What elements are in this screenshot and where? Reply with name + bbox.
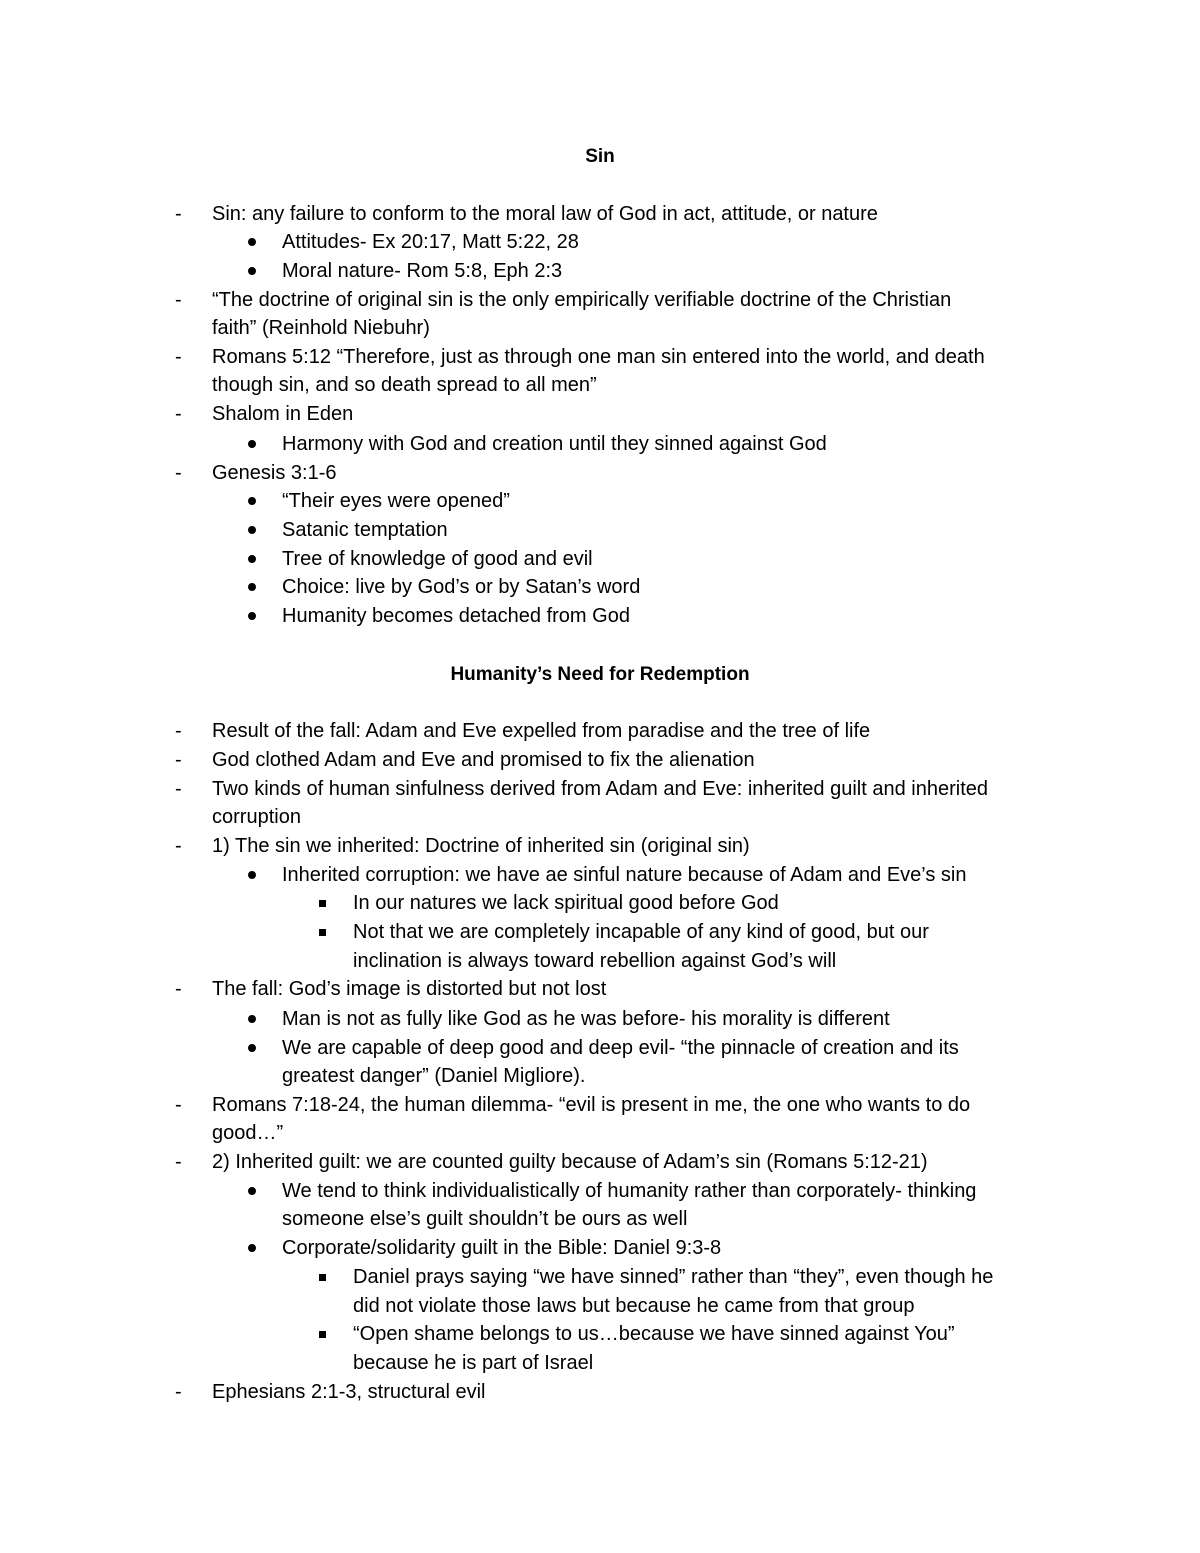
dash-bullet: - [175, 778, 182, 800]
dash-bullet: - [175, 403, 182, 425]
list-item-continuation: did not violate those laws but because he came from that group [353, 1295, 915, 1317]
square-bullet-icon [319, 1331, 326, 1338]
list-item: Moral nature- Rom 5:8, Eph 2:3 [282, 260, 563, 282]
list-item: Result of the fall: Adam and Eve expelled from paradise and the tree of life [212, 720, 871, 742]
list-item: Ephesians 2:1-3, structural evil [212, 1381, 486, 1403]
list-item: We are capable of deep good and deep evil- “the pinnacle of creation and its [282, 1037, 959, 1059]
list-item: Daniel prays saying “we have sinned” rather than “they”, even though he [353, 1266, 994, 1288]
list-item-continuation: corruption [212, 806, 301, 828]
dash-bullet: - [175, 1094, 182, 1116]
dash-bullet: - [175, 1151, 182, 1173]
list-item-continuation: faith” (Reinhold Niebuhr) [212, 317, 430, 339]
dash-bullet: - [175, 835, 182, 857]
dash-bullet: - [175, 749, 182, 771]
list-item-continuation: someone else’s guilt shouldn’t be ours as well [282, 1208, 688, 1230]
square-bullet-icon [319, 900, 326, 907]
round-bullet-icon [248, 238, 256, 246]
dash-bullet: - [175, 346, 182, 368]
list-item: Two kinds of human sinfulness derived from Adam and Eve: inherited guilt and inherited [212, 778, 988, 800]
dash-bullet: - [175, 1381, 182, 1403]
list-item: The fall: God’s image is distorted but not lost [212, 978, 607, 1000]
round-bullet-icon [248, 1187, 256, 1195]
list-item: “Their eyes were opened” [282, 490, 510, 512]
list-item: God clothed Adam and Eve and promised to fix the alienation [212, 749, 755, 771]
list-item-continuation: because he is part of Israel [353, 1352, 594, 1374]
round-bullet-icon [248, 267, 256, 275]
square-bullet-icon [319, 929, 326, 936]
list-item: Attitudes- Ex 20:17, Matt 5:22, 28 [282, 231, 579, 253]
list-item: Corporate/solidarity guilt in the Bible: Daniel 9:3-8 [282, 1237, 722, 1259]
list-item: We tend to think individualistically of humanity rather than corporately- thinking [282, 1180, 977, 1202]
list-item: Not that we are completely incapable of any kind of good, but our [353, 921, 929, 943]
dash-bullet: - [175, 978, 182, 1000]
list-item: 1) The sin we inherited: Doctrine of inherited sin (original sin) [212, 835, 750, 857]
list-item: Humanity becomes detached from God [282, 605, 630, 627]
list-item: Tree of knowledge of good and evil [282, 548, 593, 570]
list-item: Romans 5:12 “Therefore, just as through one man sin entered into the world, and death [212, 346, 985, 368]
list-item: Satanic temptation [282, 519, 448, 541]
list-item-continuation: inclination is always toward rebellion against God’s will [353, 950, 837, 972]
dash-bullet: - [175, 720, 182, 742]
list-item: In our natures we lack spiritual good before God [353, 892, 779, 914]
section-heading: Humanity’s Need for Redemption [450, 664, 750, 685]
list-item: Inherited corruption: we have ae sinful nature because of Adam and Eve’s sin [282, 864, 967, 886]
round-bullet-icon [248, 440, 256, 448]
page-title: Sin [585, 146, 615, 167]
list-item: “The doctrine of original sin is the only empirically verifiable doctrine of the Christian [212, 289, 952, 311]
list-item: “Open shame belongs to us…because we have sinned against You” [353, 1323, 955, 1345]
list-item: Choice: live by God’s or by Satan’s word [282, 576, 641, 598]
round-bullet-icon [248, 1044, 256, 1052]
round-bullet-icon [248, 871, 256, 879]
round-bullet-icon [248, 1244, 256, 1252]
list-item: Harmony with God and creation until they sinned against God [282, 433, 827, 455]
list-item: Shalom in Eden [212, 403, 354, 425]
dash-bullet: - [175, 289, 182, 311]
square-bullet-icon [319, 1274, 326, 1281]
list-item: Genesis 3:1-6 [212, 462, 337, 484]
list-item-continuation: good…” [212, 1122, 284, 1144]
list-item: Sin: any failure to conform to the moral law of God in act, attitude, or nature [212, 203, 878, 225]
list-item-continuation: greatest danger” (Daniel Migliore). [282, 1065, 586, 1087]
round-bullet-icon [248, 497, 256, 505]
list-item: 2) Inherited guilt: we are counted guilty because of Adam’s sin (Romans 5:12-21) [212, 1151, 928, 1173]
dash-bullet: - [175, 203, 182, 225]
round-bullet-icon [248, 612, 256, 620]
round-bullet-icon [248, 583, 256, 591]
list-item: Romans 7:18-24, the human dilemma- “evil is present in me, the one who wants to do [212, 1094, 971, 1116]
list-item: Man is not as fully like God as he was before- his morality is different [282, 1008, 890, 1030]
list-item-continuation: though sin, and so death spread to all men” [212, 374, 597, 396]
dash-bullet: - [175, 462, 182, 484]
round-bullet-icon [248, 1015, 256, 1023]
round-bullet-icon [248, 526, 256, 534]
round-bullet-icon [248, 555, 256, 563]
